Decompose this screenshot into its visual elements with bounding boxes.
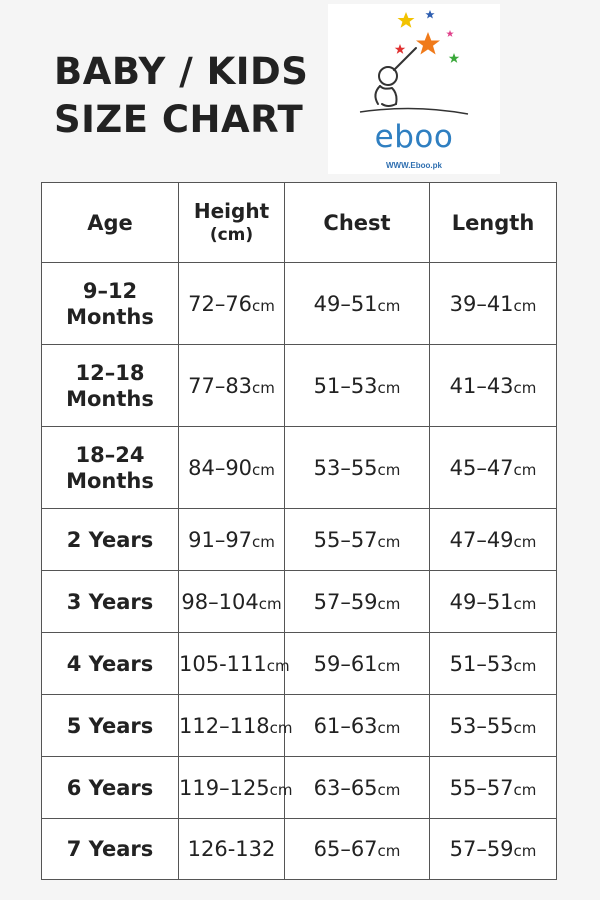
age-value: 12–18: [75, 360, 145, 385]
age-cell: [42, 427, 179, 509]
chest-cell: [285, 509, 430, 571]
length-cell: [430, 427, 557, 509]
chest-value: 63–65: [313, 775, 378, 800]
chest-value: 49–51: [313, 291, 378, 316]
star-icon-red: [395, 44, 406, 54]
star-icon-orange: [416, 32, 440, 55]
logo-url: WWW.Eboo.pk: [386, 161, 442, 170]
age-cell: [42, 633, 179, 695]
age-value: 2 Years: [66, 527, 154, 552]
unit-label: cm: [513, 296, 537, 315]
header-height-unit: (cm): [209, 224, 254, 245]
unit-label: cm: [513, 780, 537, 799]
length-cell: [430, 509, 557, 571]
unit-label: cm: [252, 460, 275, 479]
age-value: 9–12: [82, 278, 138, 303]
table-row: [42, 695, 557, 757]
table-row: [42, 757, 557, 819]
brand-logo: [328, 4, 500, 174]
unit-label: cm: [252, 378, 275, 397]
star-icon-green: [449, 53, 460, 63]
age-value: 5 Years: [66, 713, 154, 738]
height-value: 105-111: [179, 651, 267, 676]
height-value: 72–76: [188, 291, 253, 316]
table-row: [42, 509, 557, 571]
table-row: [42, 263, 557, 345]
height-value: 112–118: [179, 713, 270, 738]
unit-label: cm: [269, 718, 293, 737]
header-age: Age: [42, 183, 179, 263]
height-cell: [179, 819, 285, 880]
chest-cell: [285, 695, 430, 757]
unit-label: cm: [258, 594, 282, 613]
unit-label: cm: [377, 532, 401, 551]
height-value: 119–125: [179, 775, 270, 800]
unit-label: cm: [377, 296, 401, 315]
unit-label: cm: [269, 780, 293, 799]
unit-label: cm: [377, 656, 401, 675]
chest-cell: [285, 757, 430, 819]
height-cell: [179, 695, 293, 757]
unit-label: cm: [513, 532, 537, 551]
header-chest: Chest: [285, 183, 430, 263]
chest-cell: [285, 345, 430, 427]
unit-label: cm: [377, 718, 401, 737]
length-cell: [430, 819, 557, 880]
height-cell: [179, 571, 285, 633]
unit-label: cm: [377, 378, 401, 397]
height-value: 98–104: [181, 589, 259, 614]
unit-label: cm: [377, 460, 401, 479]
height-value: 126-132: [187, 837, 276, 861]
length-value: 47–49: [449, 527, 514, 552]
table-row: [42, 571, 557, 633]
length-cell: [430, 695, 557, 757]
unit-label: cm: [377, 842, 401, 860]
unit-label: cm: [377, 594, 401, 613]
chest-cell: [285, 633, 430, 695]
age-value: 18–24: [75, 442, 145, 467]
length-cell: [430, 757, 557, 819]
height-cell: [179, 509, 285, 571]
unit-label: cm: [252, 532, 275, 551]
page-title: [54, 48, 308, 144]
age-cell: [42, 263, 179, 345]
height-cell: [179, 345, 285, 427]
length-value: 53–55: [449, 713, 514, 738]
header-height-label: Height: [193, 198, 270, 223]
chest-cell: [285, 571, 430, 633]
unit-label: cm: [377, 780, 401, 799]
age-value: 7 Years: [66, 837, 154, 861]
length-cell: [430, 633, 557, 695]
height-cell: [179, 263, 285, 345]
age-value: 3 Years: [66, 589, 154, 614]
table-row: [42, 345, 557, 427]
height-cell: [179, 757, 293, 819]
age-cell: [42, 345, 179, 427]
chest-value: 65–67: [313, 837, 378, 861]
header-height: [179, 183, 285, 263]
table-header-row: [42, 183, 557, 263]
table-row: [42, 819, 557, 880]
star-icon-pink: [446, 30, 454, 37]
length-value: 39–41: [449, 291, 514, 316]
chest-cell: [285, 427, 430, 509]
chest-value: 51–53: [313, 373, 378, 398]
chest-value: 57–59: [313, 589, 378, 614]
age-cell: [42, 509, 179, 571]
chest-value: 61–63: [313, 713, 378, 738]
height-cell: [179, 633, 290, 695]
age-cell: [42, 757, 179, 819]
length-value: 57–59: [449, 837, 514, 861]
length-cell: [430, 345, 557, 427]
age-period: Months: [66, 468, 154, 493]
age-cell: [42, 695, 179, 757]
unit-label: cm: [513, 460, 537, 479]
height-value: 91–97: [188, 527, 253, 552]
age-period: Months: [66, 386, 154, 411]
chest-cell: [285, 263, 430, 345]
table-row: [42, 427, 557, 509]
height-value: 77–83: [188, 373, 253, 398]
unit-label: cm: [266, 656, 290, 675]
unit-label: cm: [513, 378, 537, 397]
unit-label: cm: [513, 656, 537, 675]
age-cell: [42, 819, 179, 880]
height-cell: [179, 427, 285, 509]
unit-label: cm: [513, 842, 537, 860]
length-value: 49–51: [449, 589, 514, 614]
length-value: 51–53: [449, 651, 514, 676]
header-length: Length: [430, 183, 557, 263]
length-value: 41–43: [449, 373, 514, 398]
unit-label: cm: [513, 718, 537, 737]
length-cell: [430, 571, 557, 633]
length-value: 55–57: [449, 775, 514, 800]
chest-cell: [285, 819, 430, 880]
age-value: 6 Years: [66, 775, 154, 800]
star-icon-yellow: [398, 12, 415, 28]
unit-label: cm: [513, 594, 537, 613]
age-cell: [42, 571, 179, 633]
length-value: 45–47: [449, 455, 514, 480]
chest-value: 53–55: [313, 455, 378, 480]
unit-label: cm: [252, 296, 275, 315]
length-cell: [430, 263, 557, 345]
chest-value: 59–61: [313, 651, 378, 676]
star-icon-blue: [425, 10, 434, 19]
height-value: 84–90: [188, 455, 253, 480]
age-value: 4 Years: [66, 651, 154, 676]
size-chart-table: [41, 182, 557, 880]
title-line-1: BABY / KIDS: [54, 50, 309, 93]
age-period: Months: [66, 304, 154, 329]
table-row: [42, 633, 557, 695]
chest-value: 55–57: [313, 527, 378, 552]
logo-wordmark: eboo: [374, 119, 454, 155]
title-line-2: SIZE CHART: [54, 98, 304, 141]
